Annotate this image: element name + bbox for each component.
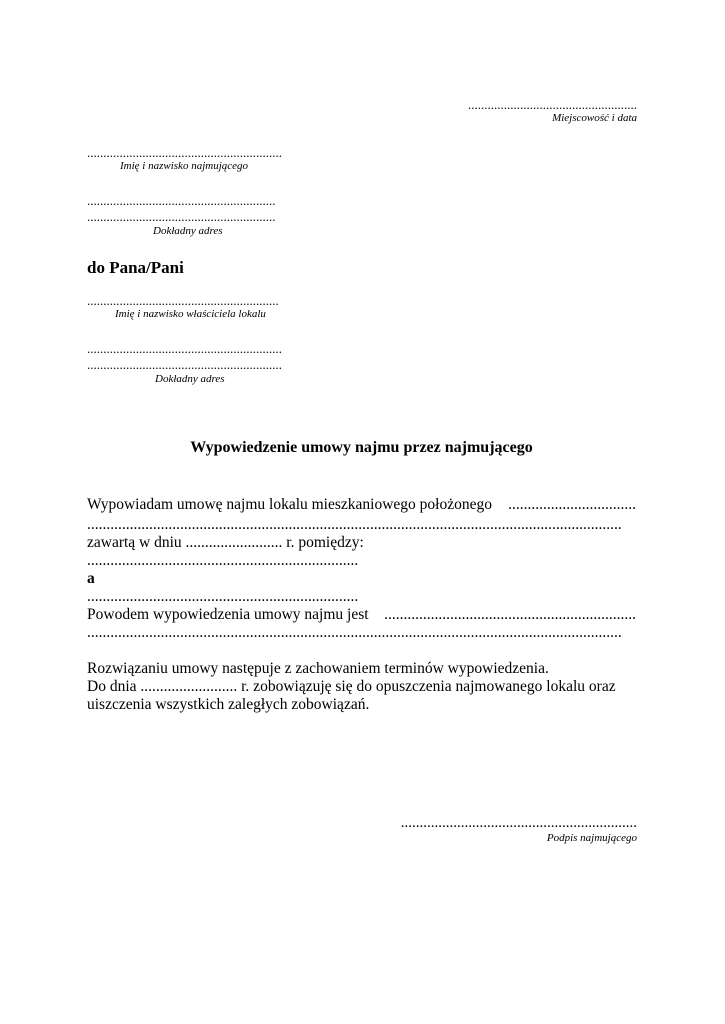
place-date-dots: .................................................... xyxy=(468,97,637,112)
body-paragraph-2-line-1: Rozwiązaniu umowy następuje z zachowaniem terminów wypowiedzenia. xyxy=(87,660,549,677)
body-line-1 xyxy=(87,497,636,513)
owner-name-dots: ........................................................... xyxy=(87,293,279,308)
document-title: Wypowiedzenie umowy najmu przez najmującego xyxy=(190,439,533,456)
owner-name-label: Imię i nazwisko właściciela lokalu xyxy=(115,308,266,320)
owner-address-dots-2: ............................................................ xyxy=(87,357,282,372)
body-line-7-dots: ................................................................. xyxy=(384,606,636,623)
tenant-address-dots-1: .......................................................... xyxy=(87,193,276,208)
owner-address-label: Dokładny adres xyxy=(155,373,225,385)
body-line-5: a xyxy=(87,570,95,587)
body-line-7 xyxy=(87,607,636,623)
body-line-7-text: Powodem wypowiedzenia umowy najmu jest xyxy=(87,606,369,623)
signature-label: Podpis najmującego xyxy=(546,832,637,844)
body-paragraph-2-line-3: uiszczenia wszystkich zaległych zobowiązań. xyxy=(87,696,370,713)
body-line-8-dots: .......................................................................................................................................... xyxy=(87,625,622,641)
place-date-label: Miejscowość i data xyxy=(552,112,637,124)
body-paragraph-2-line-2: Do dnia ......................... r. zobowiązuję się do opuszczenia najmowanego lokalu oraz xyxy=(87,679,616,695)
signature-dots: ............................................................... xyxy=(400,815,637,831)
tenant-address-dots-2: .......................................................... xyxy=(87,209,276,224)
body-line-1-dots: ................................. xyxy=(508,496,636,513)
tenant-name-dots: ............................................................ xyxy=(87,145,282,160)
body-line-6-dots: ...................................................................... xyxy=(87,588,359,605)
body-line-4-dots: ...................................................................... xyxy=(87,552,359,569)
tenant-name-label: Imię i nazwisko najmującego xyxy=(120,160,249,172)
body-line-3: zawartą w dniu ......................... r. pomiędzy: xyxy=(87,534,364,551)
tenant-address-label: Dokładny adres xyxy=(153,225,223,237)
recipient-heading: do Pana/Pani xyxy=(87,258,184,277)
owner-address-dots-1: ............................................................ xyxy=(87,341,282,356)
body-line-2-dots: .......................................................................................................................................... xyxy=(87,517,622,533)
body-line-1-text: Wypowiadam umowę najmu lokalu mieszkaniowego położonego xyxy=(87,496,492,513)
